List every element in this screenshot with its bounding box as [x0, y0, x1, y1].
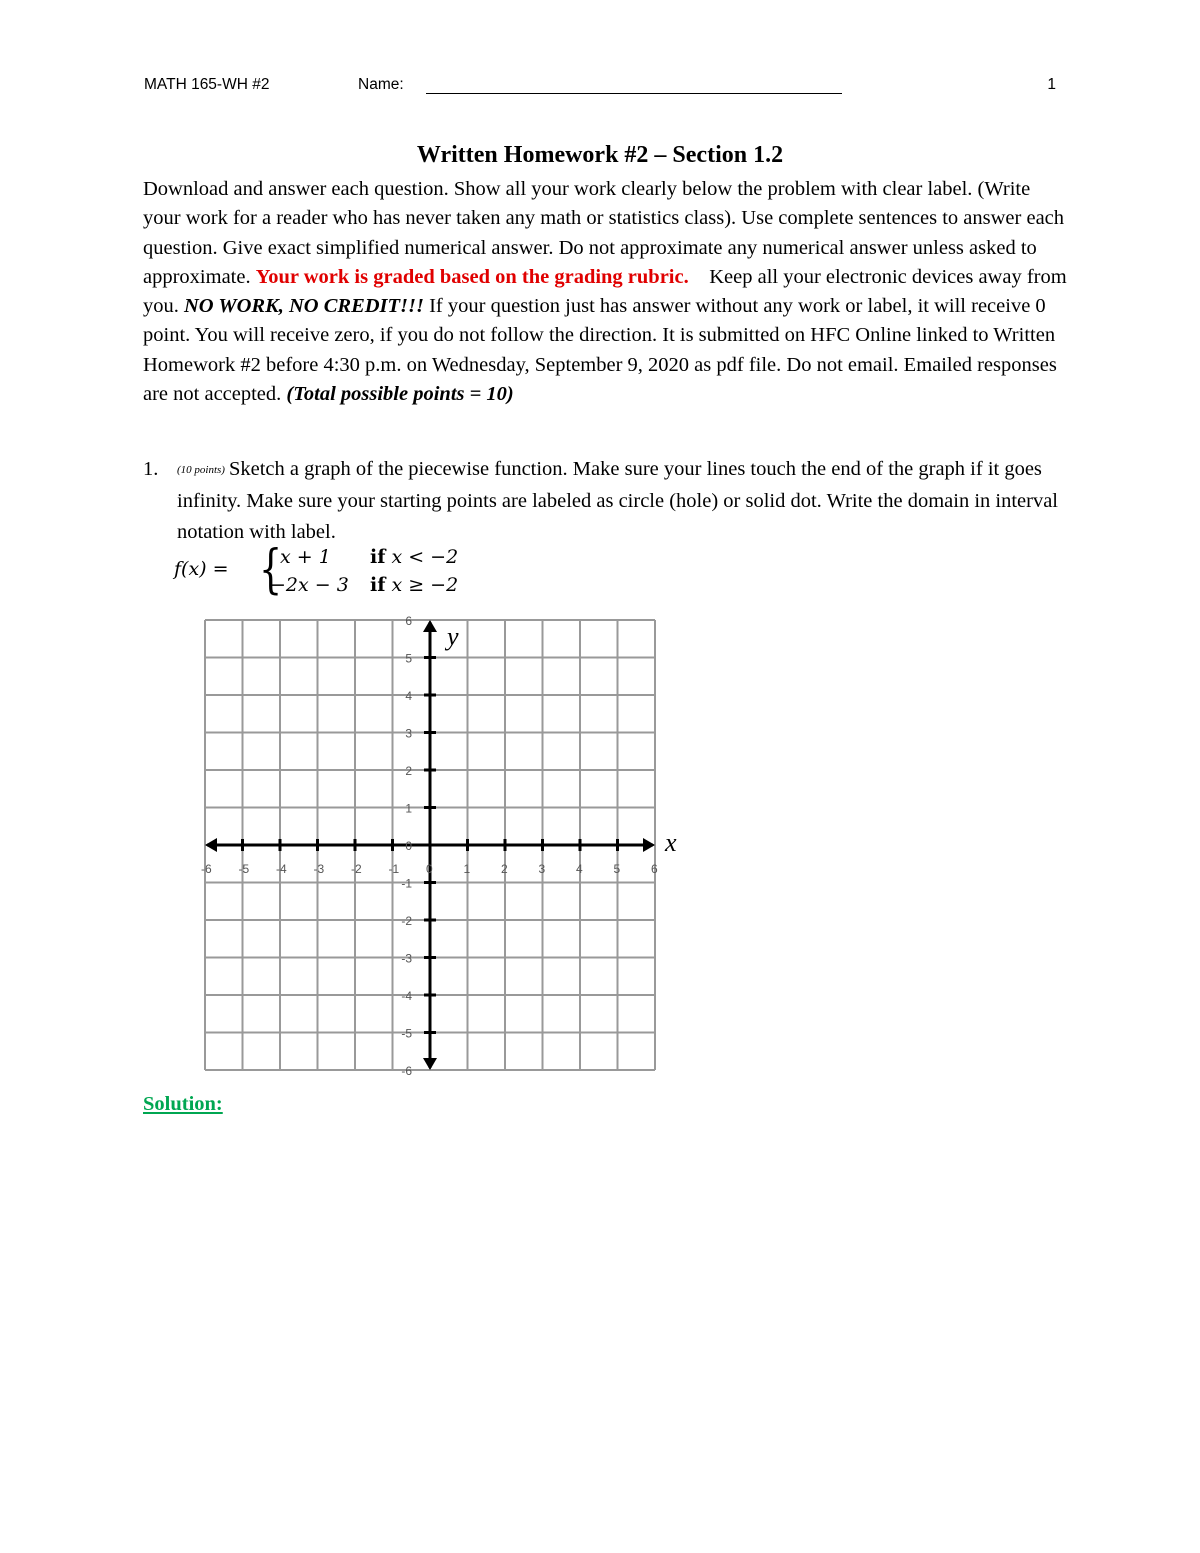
- y-tick-label: 0: [405, 839, 412, 853]
- question-number: 1.: [143, 458, 159, 480]
- x-axis-label: x: [665, 828, 677, 857]
- x-tick-label: 6: [651, 862, 658, 876]
- y-tick-label: -1: [401, 876, 412, 891]
- x-axis-right-arrow-icon: [643, 838, 655, 852]
- solution-heading: Solution:: [143, 1093, 223, 1115]
- x-tick-label: -4: [276, 862, 287, 876]
- y-tick-label: -3: [401, 951, 412, 966]
- x-tick-label: -6: [201, 862, 212, 876]
- axes: [205, 620, 655, 1070]
- x-axis-left-arrow-icon: [205, 838, 217, 852]
- x-tick-label: -3: [313, 862, 325, 876]
- x-tick-label: -5: [238, 862, 250, 876]
- piecewise-function: [174, 540, 494, 602]
- brace-icon: {: [258, 540, 283, 600]
- y-axis-down-arrow-icon: [423, 1058, 437, 1070]
- y-tick-label: 6: [405, 614, 412, 628]
- piece-2-condition: if x ≥ −2: [370, 574, 459, 596]
- y-axis-up-arrow-icon: [423, 620, 437, 632]
- x-tick-label: 4: [576, 862, 583, 876]
- y-tick-label: 3: [405, 726, 412, 741]
- course-code: MATH 165-WH #2: [144, 76, 270, 93]
- name-label: Name:: [358, 76, 404, 93]
- instructions-text-3: If your question just has answer without any work or label, it will receive 0 point. You will receive zero, if you do not follow the direction. It is submitted on HFC Online linked to Written Homework #2 before 4:30 p.m. on Wednesday, September 9, 2020 as pdf file. Do not email. Emailed responses are not accepted.: [143, 295, 1057, 406]
- no-work-no-credit-note: NO WORK, NO CREDIT!!!: [184, 295, 424, 318]
- y-axis-label: y: [447, 622, 459, 651]
- x-tick-label: 0: [426, 862, 433, 876]
- x-tick-label: -1: [388, 862, 400, 876]
- y-tick-label: -5: [401, 1026, 412, 1041]
- grading-rubric-note: Your work is graded based on the grading rubric.: [255, 265, 689, 288]
- page-number: 1: [1047, 76, 1056, 93]
- piece-2-expression: −2x − 3: [270, 574, 349, 596]
- instructions-paragraph: [143, 175, 1068, 409]
- page-title: Written Homework #2 – Section 1.2: [416, 142, 784, 168]
- x-tick-labels: [201, 862, 658, 876]
- instructions-text-2: Keep all your electronic devices away from you.: [143, 265, 1067, 318]
- y-tick-label: -2: [401, 914, 412, 928]
- function-lhs: f(x) =: [174, 558, 229, 580]
- piece-1-expression: x + 1: [280, 546, 331, 568]
- total-points-note: (Total possible points = 10): [286, 383, 514, 406]
- question-text: Sketch a graph of the piecewise function. Make sure your lines touch the end of the graph if it goes infinity. Make sure your starting points are labeled as circle (hole) or solid dot. Write the domain in interval notation with label.: [177, 458, 1058, 543]
- y-tick-label: -4: [401, 989, 412, 1003]
- y-tick-label: -6: [401, 1064, 412, 1078]
- x-tick-label: 3: [538, 862, 546, 876]
- x-tick-label: 2: [501, 862, 508, 876]
- name-blank-line[interactable]: [426, 93, 842, 94]
- piece-1-condition: if x < −2: [370, 546, 459, 568]
- x-tick-label: -2: [351, 862, 362, 876]
- coordinate-grid[interactable]: [195, 612, 705, 1078]
- y-tick-label: 4: [405, 689, 412, 703]
- y-tick-label: 1: [405, 801, 412, 816]
- x-tick-label: 5: [613, 862, 621, 876]
- x-tick-label: 1: [463, 862, 471, 876]
- page-header: [144, 76, 1056, 100]
- y-tick-label: 5: [405, 651, 412, 666]
- y-tick-label: 2: [405, 764, 412, 778]
- question-points: (10 points): [177, 464, 225, 476]
- instructions-text-1: Download and answer each question. Show all your work clearly below the problem with clear label. (Write your work for a reader who has never taken any math or statistics class). Use complete sentences to answer each question. Give exact simplified numerical answer. Do not approximate any numerical answer unless asked to approximate.: [143, 178, 1065, 288]
